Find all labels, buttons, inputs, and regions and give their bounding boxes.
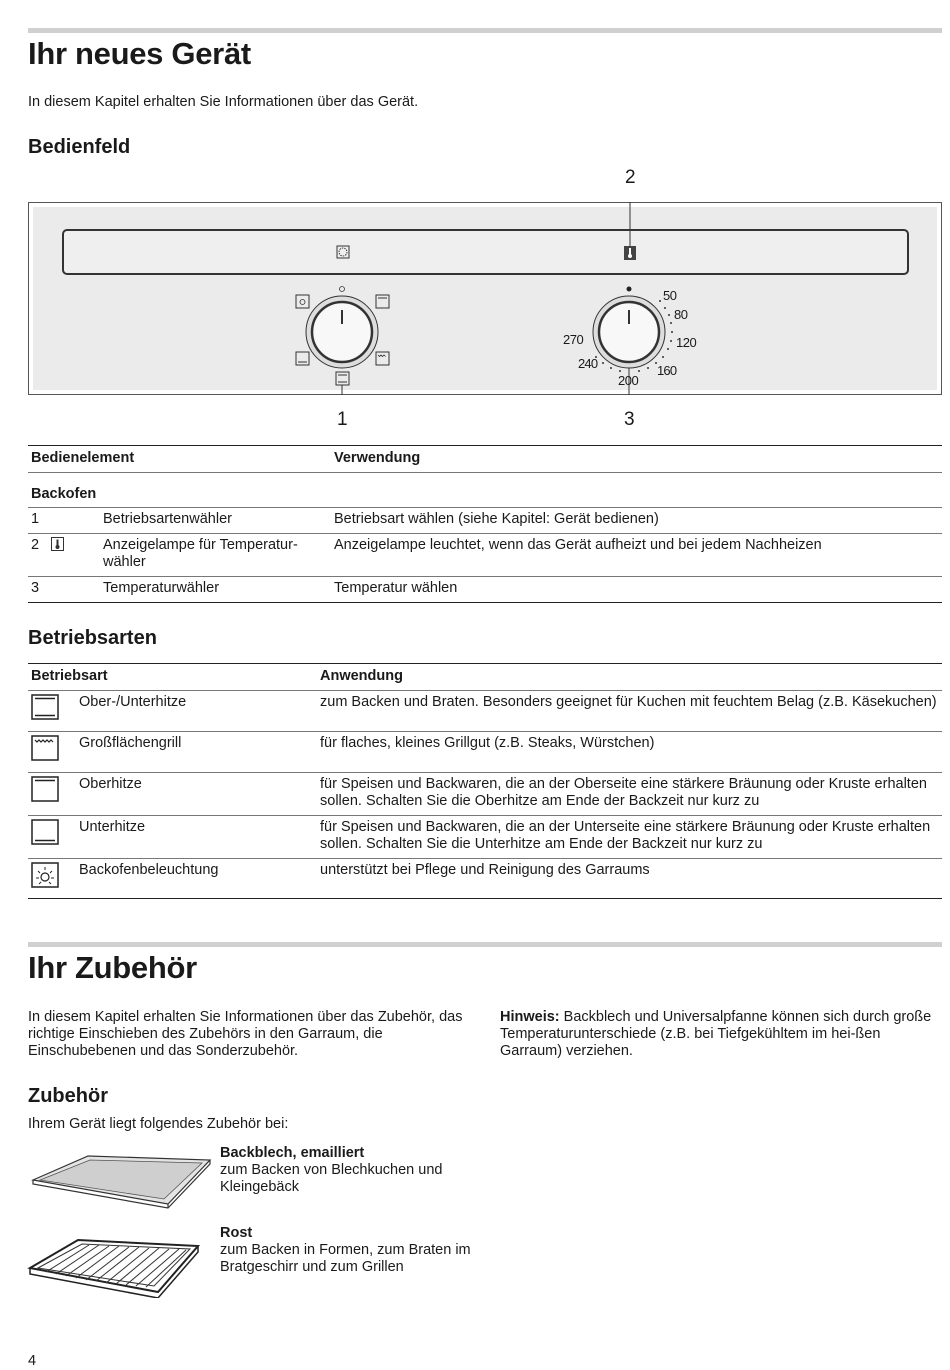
- hinweis-note: [500, 1009, 940, 1060]
- controls-group-row: [28, 473, 942, 508]
- row-use: Temperatur wählen: [331, 577, 942, 603]
- zubehoer-intro: In diesem Kapitel erhalten Sie Informationen über das Zubehör, das richtige Einschieben des Zubehörs in den Garraum, die Einschubebenen und das Sonderzubehör.: [28, 1009, 463, 1059]
- table-row: [28, 534, 942, 577]
- mode-icon-cell: [28, 732, 76, 773]
- controls-table-header: [28, 446, 942, 473]
- temp-label-50: 50: [663, 288, 677, 303]
- bedienfeld-title: Bedienfeld: [28, 136, 131, 158]
- hinweis-label: Hinweis:: [500, 1009, 560, 1025]
- control-panel-figure: [28, 202, 942, 395]
- table-row: [28, 508, 942, 534]
- row-num: 2: [31, 537, 40, 553]
- table-row: [28, 816, 942, 859]
- section-rule-top: [28, 28, 942, 33]
- temp-label-240: 240: [578, 356, 598, 371]
- table-row: [28, 577, 942, 603]
- callout-2: 2: [625, 167, 636, 188]
- zubehoer-title: Zubehör: [28, 1085, 108, 1107]
- oven-light-icon: [31, 862, 59, 888]
- mode-use: unterstützt bei Pflege und Reinigung des Garraums: [317, 859, 942, 899]
- temp-label-160: 160: [657, 363, 677, 378]
- table-row: [28, 773, 942, 816]
- section-intro: In diesem Kapitel erhalten Sie Informationen über das Gerät.: [28, 94, 419, 110]
- row-num: 1: [28, 508, 100, 534]
- wide-grill-icon: [31, 735, 59, 761]
- mode-use: für Speisen und Backwaren, die an der Oberseite eine stärkere Bräunung oder Kruste erhalten sollen. Schalten Sie die Oberhitze am Ende der Backzeit nur kurz zu: [317, 773, 942, 816]
- accessory-name-rost: Rost: [220, 1225, 253, 1241]
- mode-name: Unterhitze: [76, 816, 317, 859]
- callout-3: 3: [624, 409, 635, 430]
- baking-tray-illustration: [28, 1148, 214, 1210]
- betriebsarten-title: Betriebsarten: [28, 627, 157, 649]
- row-use: Anzeigelampe leuchtet, wenn das Gerät aufheizt und bei jedem Nachheizen: [331, 534, 942, 577]
- top-heat-icon: [31, 776, 59, 802]
- controls-table: [28, 445, 942, 603]
- table-row: [28, 859, 942, 899]
- mode-name: Oberhitze: [76, 773, 317, 816]
- accessory-desc-rost: zum Backen in Formen, zum Braten im Bratgeschirr und zum Grillen: [220, 1242, 471, 1275]
- betriebsarten-table: [28, 663, 942, 899]
- section-title: Ihr Zubehör: [28, 950, 197, 985]
- hinweis-text: Backblech und Universalpfanne können sich durch große Temperaturunterschiede (z.B. bei Tiefgekühltem im hei-ßen Garraum) verziehen.: [500, 1009, 932, 1059]
- wire-rack-illustration: [26, 1226, 202, 1298]
- page-number: 4: [28, 1353, 37, 1369]
- row-name-text: Anzeigelampe für Temperatur-wähler: [103, 537, 298, 570]
- temp-label-80: 80: [674, 307, 688, 322]
- row-name: Betriebsartenwähler: [100, 508, 331, 534]
- row-num-cell: [28, 534, 100, 577]
- row-name: [100, 534, 331, 577]
- group-label: Backofen: [28, 473, 942, 508]
- zubehoer-list-intro: Ihrem Gerät liegt folgendes Zubehör bei:: [28, 1116, 289, 1132]
- mode-use: für Speisen und Backwaren, die an der Unterseite eine stärkere Bräunung oder Kruste erhalten sollen. Schalten Sie die Unterhitze am Ende der Backzeit nur kurz zu: [317, 816, 942, 859]
- mode-icon-cell: [28, 859, 76, 899]
- section-rule-top: [28, 942, 942, 947]
- mode-name: Ober-/Unterhitze: [76, 691, 317, 732]
- row-num: 3: [28, 577, 100, 603]
- table-row: [28, 732, 942, 773]
- bottom-heat-icon: [31, 819, 59, 845]
- callout-1: 1: [337, 409, 348, 430]
- row-name: Temperaturwähler: [100, 577, 331, 603]
- row-use: Betriebsart wählen (siehe Kapitel: Gerät bedienen): [331, 508, 942, 534]
- thermometer-lamp-icon: [51, 537, 64, 551]
- temp-label-120: 120: [676, 335, 697, 350]
- top-bottom-heat-icon: [31, 694, 59, 720]
- mode-icon-cell: [28, 773, 76, 816]
- mode-icon-cell: [28, 691, 76, 732]
- accessory-desc-backblech: zum Backen von Blechkuchen und Kleingebäck: [220, 1162, 443, 1195]
- mode-use: zum Backen und Braten. Besonders geeignet für Kuchen mit feuchtem Belag (z.B. Käsekuchen): [317, 691, 942, 732]
- accessory-name-backblech: Backblech, emailliert: [220, 1145, 365, 1161]
- betriebsarten-header: [28, 664, 942, 691]
- mode-use: für flaches, kleines Grillgut (z.B. Steaks, Würstchen): [317, 732, 942, 773]
- mode-name: Großflächengrill: [76, 732, 317, 773]
- section-title: Ihr neues Gerät: [28, 36, 251, 71]
- temp-label-200: 200: [618, 373, 639, 388]
- header-anwendung: Anwendung: [317, 664, 942, 691]
- mode-icon-cell: [28, 816, 76, 859]
- header-bedienelement: Bedienelement: [28, 446, 331, 473]
- header-betriebsart: Betriebsart: [28, 664, 317, 691]
- header-verwendung: Verwendung: [331, 446, 942, 473]
- mode-name: Backofenbeleuchtung: [76, 859, 317, 899]
- table-row: [28, 691, 942, 732]
- temp-label-270: 270: [563, 332, 584, 347]
- thermometer-lamp-icon: [624, 246, 636, 260]
